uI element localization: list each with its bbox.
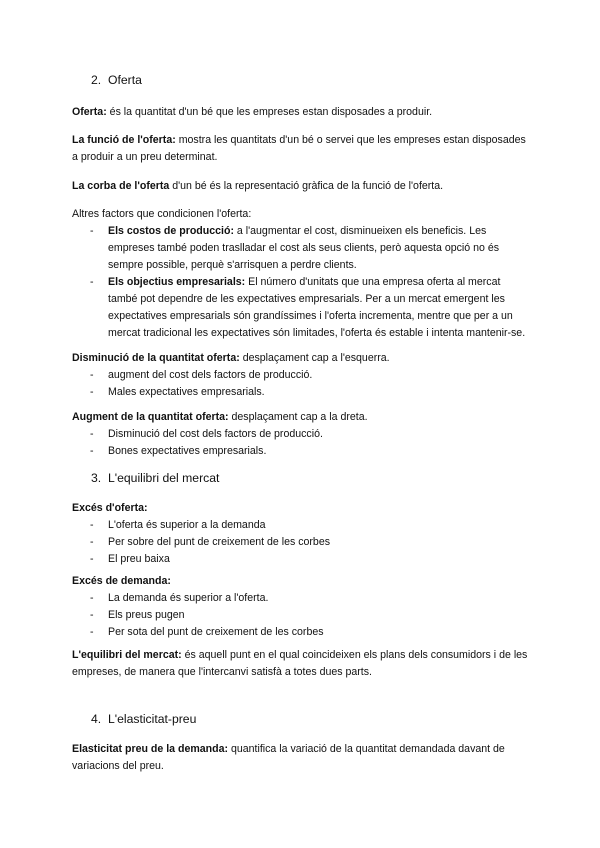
exces-oferta-list <box>72 517 528 568</box>
disminucio-list <box>72 367 528 401</box>
altres-factors <box>72 206 528 342</box>
list-item: - Males expectatives empresarials. <box>72 384 528 401</box>
definition-text: desplaçament cap a l'esquerra. <box>239 352 390 364</box>
dash-bullet: - <box>90 519 94 531</box>
dash-bullet: - <box>90 369 94 381</box>
section-number: 4. <box>91 712 102 726</box>
altres-intro: Altres factors que condicionen l'oferta: <box>72 208 252 220</box>
term: Els costos de producció: <box>108 225 234 237</box>
definition-text: desplaçament cap a la dreta. <box>228 411 368 423</box>
term: La funció de l'oferta: <box>72 134 176 146</box>
list-item: - Bones expectatives empresarials. <box>72 443 528 460</box>
section-title: L'equilibri del mercat <box>108 471 220 485</box>
section-4-heading <box>91 711 196 727</box>
term: Excés d'oferta: <box>72 502 148 514</box>
section-2-heading <box>91 72 142 88</box>
dash-bullet: - <box>90 386 94 398</box>
dash-bullet: - <box>90 445 94 457</box>
equilibri-definition <box>72 647 528 681</box>
dash-bullet: - <box>90 592 94 604</box>
dash-bullet: - <box>90 428 94 440</box>
section-3-heading <box>91 470 219 486</box>
term: Augment de la quantitat oferta: <box>72 411 229 423</box>
section-number: 3. <box>91 471 102 485</box>
augment-list <box>72 426 528 460</box>
section-title: L'elasticitat-preu <box>108 712 197 726</box>
list-item <box>72 274 528 342</box>
exces-oferta-block <box>72 500 528 568</box>
oferta-definition <box>72 104 528 121</box>
corba-oferta-definition <box>72 178 528 195</box>
list-item: - Per sobre del punt de creixement de les corbes <box>72 534 528 551</box>
disminucio-block <box>72 350 528 401</box>
term: Excés de demanda: <box>72 575 171 587</box>
list-item: - El preu baixa <box>72 551 528 568</box>
list-item: - La demanda és superior a l'oferta. <box>72 590 528 607</box>
list-item: - augment del cost dels factors de producció. <box>72 367 528 384</box>
definition-text: és aquell punt en el qual coincideixen els plans dels consumidors i de les empreses, de manera que l'intercanvi satisfà a totes dues parts. <box>72 649 528 678</box>
definition-text: d'un bé és la representació gràfica de la funció de l'oferta. <box>169 180 444 192</box>
list-item: - Per sota del punt de creixement de les corbes <box>72 624 528 641</box>
term: Oferta: <box>72 106 107 118</box>
dash-bullet: - <box>90 609 94 621</box>
elasticitat-definition <box>72 741 528 775</box>
funcio-oferta-definition <box>72 132 528 166</box>
list-item <box>72 223 528 274</box>
dash-bullet: - <box>90 553 94 565</box>
exces-demanda-list <box>72 590 528 641</box>
item-text: a l'augmentar el cost, disminueixen els beneficis. Les empreses també poden traslladar el cost als seus clients, però aquesta opció no és sempre possible, perquè s'arrisquen a perdre clients. <box>108 225 500 271</box>
list-item: - Disminució del cost dels factors de producció. <box>72 426 528 443</box>
list-item: - Els preus pugen <box>72 607 528 624</box>
altres-list <box>72 223 528 342</box>
list-item: - L'oferta és superior a la demanda <box>72 517 528 534</box>
section-title: Oferta <box>108 73 142 87</box>
exces-demanda-block <box>72 573 528 641</box>
dash-bullet: - <box>90 276 94 288</box>
dash-bullet: - <box>90 225 94 237</box>
augment-block <box>72 409 528 460</box>
dash-bullet: - <box>90 626 94 638</box>
term: L'equilibri del mercat: <box>72 649 182 661</box>
term: Elasticitat preu de la demanda: <box>72 743 229 755</box>
definition-text: és la quantitat d'un bé que les empreses estan disposades a produir. <box>106 106 433 118</box>
definition-text: mostra les quantitats d'un bé o servei que les empreses estan disposades a produir a un preu determinat. <box>72 134 526 163</box>
definition-text: quantifica la variació de la quantitat demandada davant de variacions del preu. <box>72 743 505 772</box>
term: La corba de l'oferta <box>72 180 170 192</box>
term: Disminució de la quantitat oferta: <box>72 352 240 364</box>
item-text: El número d'unitats que una empresa oferta al mercat també pot dependre de les expectatives empresarials. Per a un mercat emergent les expectatives empresarials són grandíssimes i l'oferta incrementa, mentre que per a un mercat tradicional les expectatives són limitades, l'oferta és estable i intenta mantenir-se. <box>108 276 526 339</box>
dash-bullet: - <box>90 536 94 548</box>
section-number: 2. <box>91 73 102 87</box>
term: Els objectius empresarials: <box>108 276 246 288</box>
